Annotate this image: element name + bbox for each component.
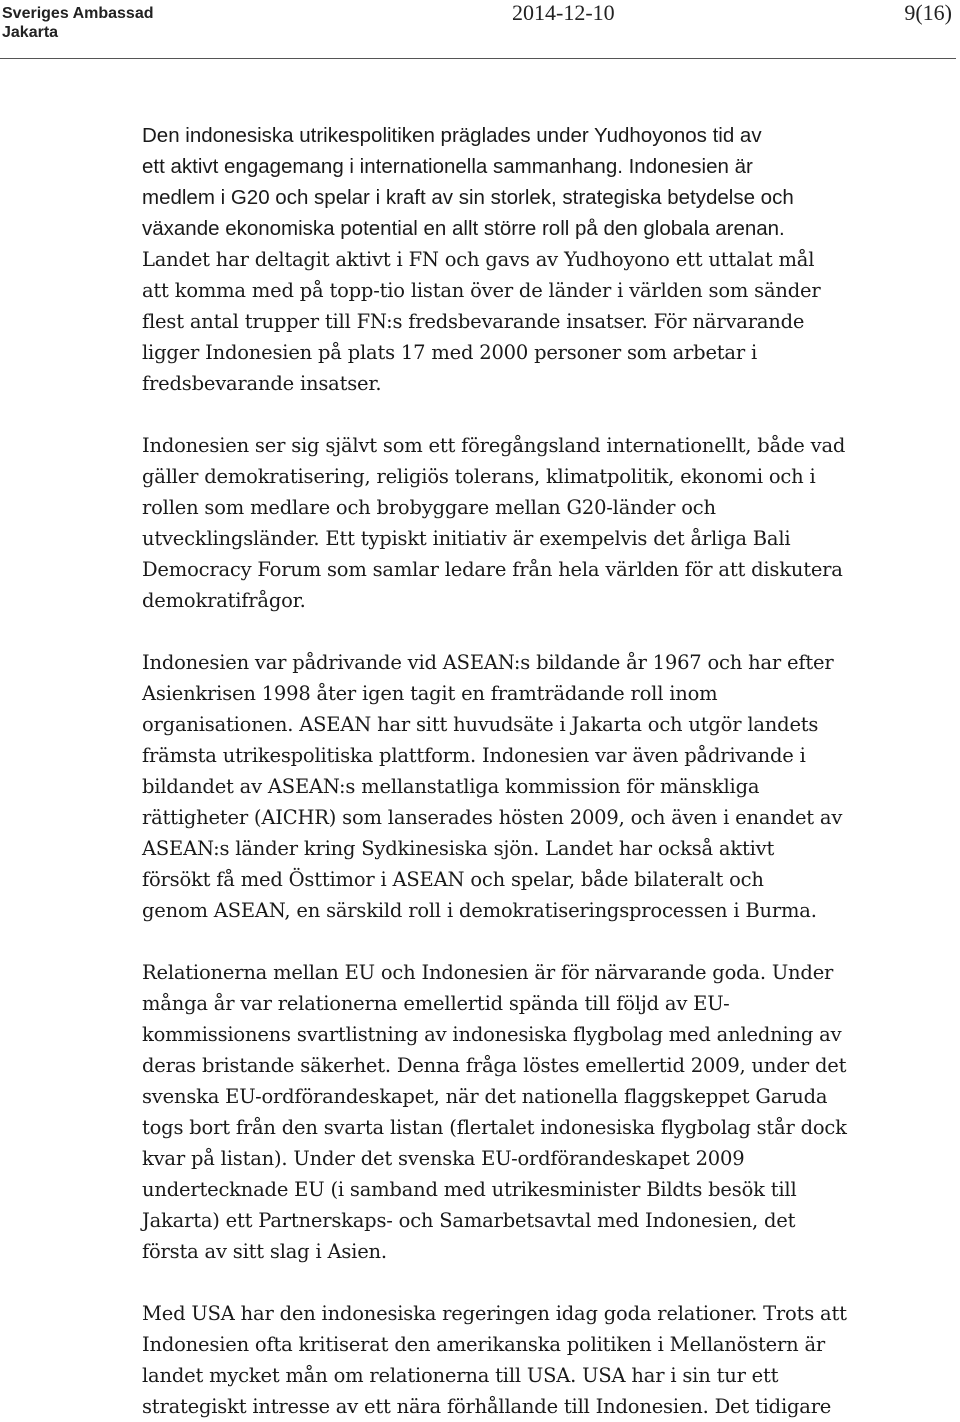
paragraph — [142, 430, 872, 616]
paragraph-gap — [142, 399, 872, 430]
text-line: kommissionens svartlistning av indonesiska flygbolag med anledning av — [142, 1023, 842, 1046]
text-line: Indonesien ser sig självt som ett föregångsland internationellt, både vad — [142, 434, 846, 457]
page-header — [0, 0, 960, 62]
paragraph — [142, 120, 872, 399]
text-line: organisationen. ASEAN har sitt huvudsäte i Jakarta och utgör landets — [142, 713, 819, 736]
text-line: gäller demokratisering, religiös tolerans, klimatpolitik, ekonomi och i — [142, 465, 816, 488]
text-line: deras bristande säkerhet. Denna fråga löstes emellertid 2009, under det — [142, 1054, 847, 1077]
document-body — [142, 120, 872, 1422]
paragraph-gap — [142, 1267, 872, 1298]
text-line: flest antal trupper till FN:s fredsbevarande insatser. För närvarande — [142, 310, 805, 333]
organization-name — [2, 4, 153, 42]
text-line: bildandet av ASEAN:s mellanstatliga kommission för mänskliga — [142, 775, 760, 798]
page-number: 9(16) — [904, 0, 952, 25]
text-line: Relationerna mellan EU och Indonesien är för närvarande goda. Under — [142, 961, 834, 984]
text-line: Indonesien ofta kritiserat den amerikanska politiken i Mellanöstern är — [142, 1333, 825, 1356]
text-line: Den indonesiska utrikespolitiken präglades under Yudhoyonos tid av — [142, 124, 762, 147]
text-line: ASEAN:s länder kring Sydkinesiska sjön. Landet har också aktivt — [142, 837, 775, 860]
text-line: främsta utrikespolitiska plattform. Indonesien var även pådrivande i — [142, 744, 806, 767]
text-line: togs bort från den svarta listan (flertalet indonesiska flygbolag står dock — [142, 1116, 847, 1139]
text-line: Indonesien var pådrivande vid ASEAN:s bildande år 1967 och har efter — [142, 651, 834, 674]
text-line: rollen som medlare och brobyggare mellan G20-länder och — [142, 496, 716, 519]
text-line: ett aktivt engagemang i internationella sammanhang. Indonesien är — [142, 155, 753, 178]
text-line: försökt få med Östtimor i ASEAN och spelar, både bilateralt och — [142, 868, 764, 891]
text-line: ligger Indonesien på plats 17 med 2000 personer som arbetar i — [142, 341, 757, 364]
text-line: Med USA har den indonesiska regeringen idag goda relationer. Trots att — [142, 1302, 847, 1325]
text-line: Jakarta) ett Partnerskaps- och Samarbetsavtal med Indonesien, det — [142, 1209, 796, 1232]
document-date: 2014-12-10 — [512, 0, 615, 25]
text-line: utvecklingsländer. Ett typiskt initiativ är exempelvis det årliga Bali — [142, 527, 791, 550]
text-line: första av sitt slag i Asien. — [142, 1240, 387, 1263]
text-line: Democracy Forum som samlar ledare från hela världen för att diskutera — [142, 558, 843, 581]
text-line: rättigheter (AICHR) som lanserades hösten 2009, och även i enandet av — [142, 806, 843, 829]
text-line: strategiskt intresse av ett nära förhållande till Indonesien. Det tidigare — [142, 1395, 832, 1418]
text-line: genom ASEAN, en särskild roll i demokratiseringsprocessen i Burma. — [142, 899, 817, 922]
text-line: växande ekonomiska potential en allt större roll på den globala arenan. — [142, 217, 785, 240]
text-line: landet mycket mån om relationerna till USA. USA har i sin tur ett — [142, 1364, 779, 1387]
paragraph-gap — [142, 926, 872, 957]
text-line: demokratifrågor. — [142, 589, 306, 612]
text-line: svenska EU-ordförandeskapet, när det nationella flaggskeppet Garuda — [142, 1085, 828, 1108]
text-line: medlem i G20 och spelar i kraft av sin storlek, strategiska betydelse och — [142, 186, 794, 209]
org-line-2: Jakarta — [2, 24, 59, 41]
paragraph — [142, 1298, 872, 1422]
text-line: fredsbevarande insatser. — [142, 372, 382, 395]
text-line: att komma med på topp-tio listan över de länder i världen som sänder — [142, 279, 821, 302]
header-rule — [0, 58, 956, 59]
paragraph-gap — [142, 616, 872, 647]
text-line: Asienkrisen 1998 åter igen tagit en framträdande roll inom — [142, 682, 718, 705]
text-line: många år var relationerna emellertid spända till följd av EU- — [142, 992, 730, 1015]
paragraph — [142, 957, 872, 1267]
paragraph — [142, 647, 872, 926]
text-line: kvar på listan). Under det svenska EU-ordförandeskapet 2009 — [142, 1147, 745, 1170]
text-line: Landet har deltagit aktivt i FN och gavs av Yudhoyono ett uttalat mål — [142, 248, 815, 271]
text-line: undertecknade EU (i samband med utrikesminister Bildts besök till — [142, 1178, 797, 1201]
org-line-1: Sveriges Ambassad — [2, 5, 154, 22]
